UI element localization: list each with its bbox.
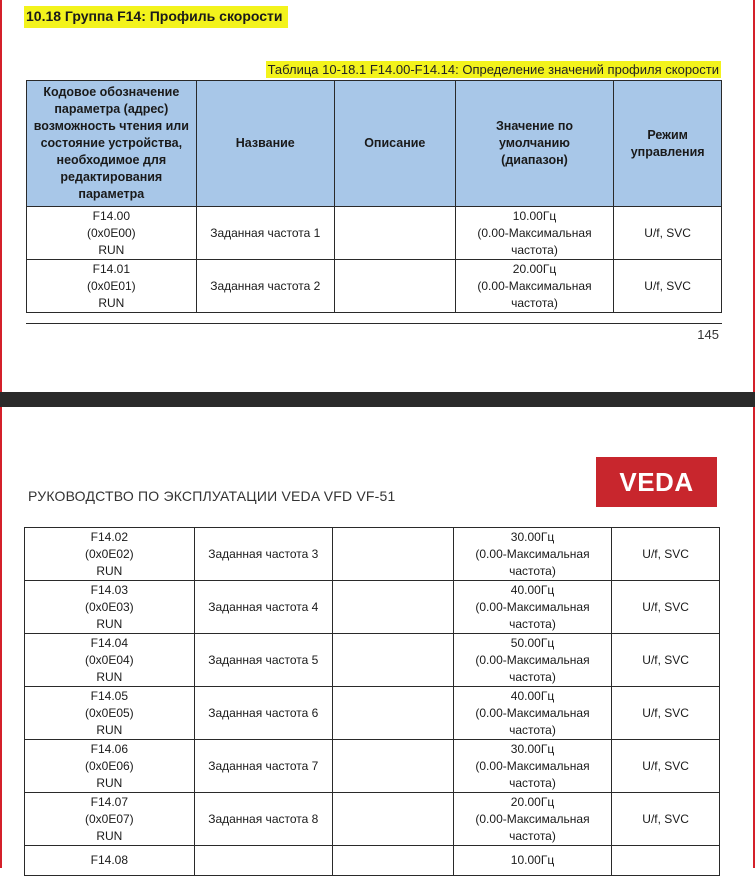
param-code-cell — [25, 634, 195, 687]
param-mode — [612, 846, 720, 876]
param-code: F14.06 — [90, 741, 129, 756]
param-state: RUN — [98, 295, 125, 310]
param-default-cell — [453, 634, 612, 687]
param-code-cell — [25, 793, 195, 846]
param-default-cell — [453, 687, 612, 740]
param-address: (0x0E04) — [84, 652, 134, 667]
param-code: F14.02 — [90, 529, 129, 544]
table-row — [25, 793, 720, 846]
param-range-line1: (0.00-Максимальная — [475, 652, 590, 667]
parameter-table-page2 — [24, 527, 720, 876]
param-code: F14.07 — [90, 794, 129, 809]
param-code-cell — [25, 581, 195, 634]
param-code-cell — [27, 260, 197, 313]
param-code: F14.00 — [92, 208, 131, 223]
table-row — [25, 528, 720, 581]
param-name: Заданная частота 5 — [194, 634, 332, 687]
param-mode: U/f, SVC — [614, 207, 722, 260]
param-range-line2: частота) — [509, 828, 556, 843]
table-header-row — [27, 81, 722, 207]
param-default: 30.00Гц — [510, 529, 555, 544]
param-state: RUN — [96, 775, 123, 790]
param-code-cell — [27, 207, 197, 260]
param-range-line2: частота) — [511, 242, 558, 257]
param-range-line1: (0.00-Максимальная — [475, 599, 590, 614]
param-name: Заданная частота 2 — [196, 260, 334, 313]
param-mode: U/f, SVC — [612, 528, 720, 581]
param-description — [332, 581, 453, 634]
param-description — [334, 207, 455, 260]
param-default: 10.00Гц — [510, 853, 555, 867]
param-default: 20.00Гц — [512, 261, 557, 276]
table-row — [25, 740, 720, 793]
param-default: 10.00Гц — [512, 208, 557, 223]
table-row — [27, 260, 722, 313]
param-range-line1: (0.00-Максимальная — [475, 546, 590, 561]
param-code-cell — [25, 740, 195, 793]
param-default-cell — [453, 846, 612, 876]
param-description — [332, 687, 453, 740]
param-mode: U/f, SVC — [612, 740, 720, 793]
param-name: Заданная частота 1 — [196, 207, 334, 260]
param-default: 40.00Гц — [510, 688, 555, 703]
param-address: (0x0E00) — [86, 225, 136, 240]
param-range-line2: частота) — [509, 563, 556, 578]
param-default: 20.00Гц — [510, 794, 555, 809]
param-default: 50.00Гц — [510, 635, 555, 650]
param-range-line2: частота) — [511, 295, 558, 310]
param-description — [332, 528, 453, 581]
param-code-cell — [25, 846, 195, 876]
param-range-line1: (0.00-Максимальная — [475, 758, 590, 773]
param-range-line2: частота) — [509, 722, 556, 737]
param-mode: U/f, SVC — [612, 793, 720, 846]
parameter-table-page1 — [26, 80, 722, 313]
column-header-code: Кодовое обозначение параметра (адрес) возможность чтения или состояние устройства, необходимое для редактирования параметра — [27, 81, 197, 207]
param-state: RUN — [96, 669, 123, 684]
param-state: RUN — [96, 722, 123, 737]
param-mode: U/f, SVC — [614, 260, 722, 313]
param-code-cell — [25, 528, 195, 581]
param-default-cell — [453, 581, 612, 634]
param-mode: U/f, SVC — [612, 581, 720, 634]
table-row — [25, 634, 720, 687]
table-row — [25, 687, 720, 740]
page-footer-rule — [26, 323, 722, 324]
param-description — [334, 260, 455, 313]
document-page-145 — [0, 0, 755, 392]
param-name: Заданная частота 3 — [194, 528, 332, 581]
param-range-line2: частота) — [509, 616, 556, 631]
param-address: (0x0E03) — [84, 599, 134, 614]
param-code: F14.01 — [92, 261, 131, 276]
param-state: RUN — [96, 828, 123, 843]
param-code: F14.05 — [90, 688, 129, 703]
page-separator — [0, 392, 755, 407]
param-mode: U/f, SVC — [612, 634, 720, 687]
param-name: Заданная частота 7 — [194, 740, 332, 793]
param-description — [332, 740, 453, 793]
param-address: (0x0E01) — [86, 278, 136, 293]
param-code: F14.08 — [90, 853, 129, 867]
param-name: Заданная частота 4 — [194, 581, 332, 634]
param-description — [332, 793, 453, 846]
param-range-line1: (0.00-Максимальная — [477, 278, 592, 293]
column-header-mode: Режим управления — [614, 81, 722, 207]
param-description — [332, 846, 453, 876]
param-code: F14.03 — [90, 582, 129, 597]
table-row — [25, 581, 720, 634]
manual-title: РУКОВОДСТВО ПО ЭКСПЛУАТАЦИИ VEDA VFD VF-51 — [28, 488, 396, 504]
param-mode: U/f, SVC — [612, 687, 720, 740]
param-default-cell — [455, 260, 614, 313]
param-default: 40.00Гц — [510, 582, 555, 597]
param-default-cell — [455, 207, 614, 260]
param-name — [194, 846, 332, 876]
brand-logo: VEDA MC — [596, 457, 717, 507]
param-default-cell — [453, 740, 612, 793]
param-name: Заданная частота 6 — [194, 687, 332, 740]
param-address: (0x0E06) — [84, 758, 134, 773]
param-range-line2: частота) — [509, 775, 556, 790]
column-header-default: Значение по умолчанию (диапазон) — [455, 81, 614, 207]
column-header-name: Название — [196, 81, 334, 207]
section-title: 10.18 Группа F14: Профиль скорости — [24, 6, 288, 28]
param-code-cell — [25, 687, 195, 740]
param-description — [332, 634, 453, 687]
param-code: F14.04 — [90, 635, 129, 650]
param-address: (0x0E07) — [84, 811, 134, 826]
page-number: 145 — [697, 327, 719, 342]
param-default-cell — [453, 528, 612, 581]
param-state: RUN — [96, 563, 123, 578]
param-state: RUN — [98, 242, 125, 257]
table-row — [27, 207, 722, 260]
column-header-description: Описание — [334, 81, 455, 207]
param-name: Заданная частота 8 — [194, 793, 332, 846]
param-range-line1: (0.00-Максимальная — [475, 811, 590, 826]
param-state: RUN — [96, 616, 123, 631]
table-caption: Таблица 10-18.1 F14.00-F14.14: Определение значений профиля скорости — [267, 62, 719, 77]
param-range-line1: (0.00-Максимальная — [477, 225, 592, 240]
param-address: (0x0E05) — [84, 705, 134, 720]
param-default: 30.00Гц — [510, 741, 555, 756]
table-row — [25, 846, 720, 876]
param-range-line1: (0.00-Максимальная — [475, 705, 590, 720]
param-default-cell — [453, 793, 612, 846]
param-range-line2: частота) — [509, 669, 556, 684]
param-address: (0x0E02) — [84, 546, 134, 561]
